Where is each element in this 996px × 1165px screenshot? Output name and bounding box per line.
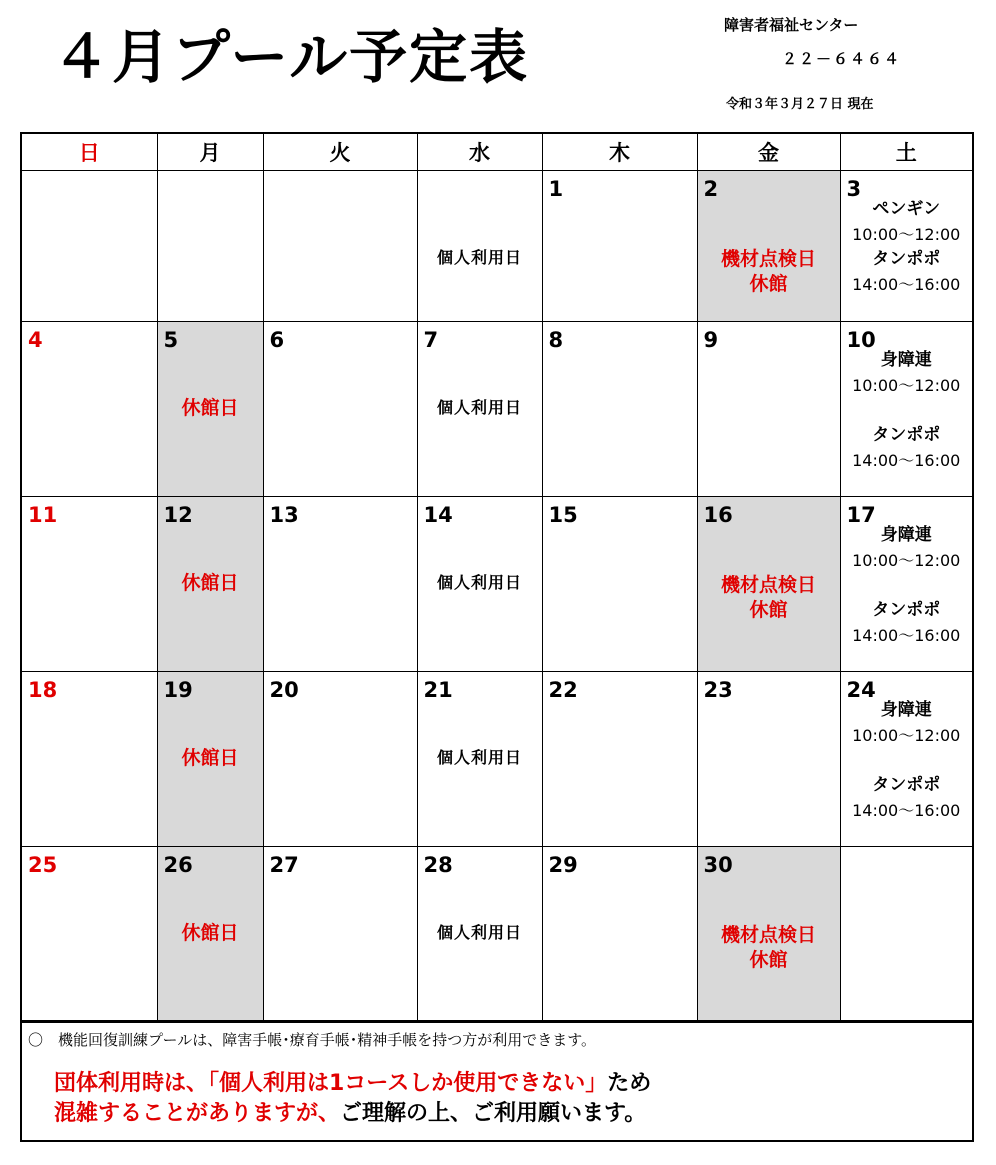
calendar-day-cell (840, 497, 972, 672)
day-number: 13 (269, 503, 299, 527)
page-title: ４月プール予定表 (52, 23, 530, 91)
calendar-body (22, 171, 972, 1022)
phone-number: ２２－６４６４ (782, 50, 902, 68)
weekday-header-row (22, 134, 972, 171)
closure-note (158, 746, 263, 771)
day-number: 12 (163, 503, 193, 527)
warning-black-text-2: ご理解の上、ご利用願います。 (340, 1101, 647, 1126)
day-number: 30 (703, 853, 733, 877)
group-schedule (841, 197, 973, 297)
closure-note (698, 923, 840, 973)
calendar-day-cell (157, 672, 263, 847)
calendar-day-cell (697, 322, 840, 497)
note-line: 機材点検日 (720, 248, 816, 270)
calendar-day-cell (542, 171, 697, 322)
day-number: 10 (846, 328, 876, 352)
note-line: 休館 (749, 599, 788, 621)
calendar-day-cell (263, 672, 417, 847)
group-schedule (841, 348, 973, 473)
calendar-day-cell (697, 847, 840, 1022)
calendar-day-cell (263, 847, 417, 1022)
day-number: 18 (28, 678, 58, 702)
group-time: 10:00～12:00 (852, 551, 961, 570)
individual-use-note (418, 920, 542, 945)
calendar-day-cell (542, 847, 697, 1022)
day-number: 14 (423, 503, 453, 527)
note-line: 個人利用日 (436, 748, 522, 767)
calendar-day-cell (697, 497, 840, 672)
calendar-week-row (22, 322, 972, 497)
day-number: 8 (548, 328, 564, 352)
day-number: 1 (548, 177, 564, 201)
as-of-date: 令和３年３月２７日 現在 (726, 97, 874, 112)
weekday-fri: 金 (697, 134, 840, 171)
closure-note (158, 921, 263, 946)
calendar-day-cell (542, 672, 697, 847)
day-number: 2 (703, 177, 719, 201)
group-time: 10:00～12:00 (852, 225, 961, 244)
note-line: 休館 (749, 949, 788, 971)
calendar-day-cell (22, 847, 157, 1022)
weekday-sun: 日 (22, 134, 157, 171)
day-number: 23 (703, 678, 733, 702)
group-time: 14:00～16:00 (852, 801, 961, 820)
group-schedule (841, 698, 973, 823)
eligibility-note: 〇 機能回復訓練プールは、障害手帳･療育手帳･精神手帳を持つ方が利用できます。 (28, 1031, 597, 1049)
weekday-thu: 木 (542, 134, 697, 171)
individual-use-note (418, 245, 542, 270)
day-number: 7 (423, 328, 439, 352)
calendar-grid (22, 134, 972, 1022)
individual-use-note (418, 745, 542, 770)
organization-name: 障害者福祉センター (724, 16, 859, 34)
note-line: 個人利用日 (436, 573, 522, 592)
day-number: 19 (163, 678, 193, 702)
closure-note (698, 247, 840, 297)
note-line: 機材点検日 (720, 924, 816, 946)
day-number: 27 (269, 853, 299, 877)
calendar-day-cell (157, 171, 263, 322)
calendar-week-row (22, 171, 972, 322)
calendar (20, 132, 974, 1142)
group-time: 10:00～12:00 (852, 726, 961, 745)
note-line: 休館日 (181, 922, 239, 944)
warning-red-text-2: 混雑することがありますが、 (54, 1101, 341, 1126)
day-number: 22 (548, 678, 578, 702)
group-time: 14:00～16:00 (852, 626, 961, 645)
calendar-day-cell (263, 497, 417, 672)
day-number: 24 (846, 678, 876, 702)
group-name: ペンギン (872, 199, 941, 219)
calendar-week-row (22, 672, 972, 847)
group-name: タンポポ (872, 600, 941, 620)
calendar-week-row (22, 847, 972, 1022)
day-number: 11 (28, 503, 58, 527)
day-number: 26 (163, 853, 193, 877)
calendar-day-cell (157, 497, 263, 672)
group-name: タンポポ (872, 425, 941, 445)
weekday-sat: 土 (840, 134, 972, 171)
weekday-tue: 火 (263, 134, 417, 171)
group-schedule (841, 523, 973, 648)
day-number: 3 (846, 177, 862, 201)
calendar-day-cell (840, 171, 972, 322)
day-number: 28 (423, 853, 453, 877)
day-number: 17 (846, 503, 876, 527)
calendar-day-cell (417, 171, 542, 322)
note-line: 個人利用日 (436, 248, 522, 267)
warning-black-text-1: ため (607, 1071, 652, 1096)
note-line: 休館日 (181, 747, 239, 769)
calendar-day-cell (417, 672, 542, 847)
weekday-wed: 水 (417, 134, 542, 171)
calendar-day-cell (697, 672, 840, 847)
calendar-day-cell (417, 847, 542, 1022)
note-line: 休館日 (181, 397, 239, 419)
day-number: 29 (548, 853, 578, 877)
note-line: 休館 (749, 273, 788, 295)
note-line: 機材点検日 (720, 574, 816, 596)
group-time: 14:00～16:00 (852, 451, 961, 470)
day-number: 4 (28, 328, 43, 352)
group-name: 身障連 (880, 700, 932, 720)
individual-use-note (418, 570, 542, 595)
calendar-day-cell (22, 322, 157, 497)
weekday-mon: 月 (157, 134, 263, 171)
calendar-day-cell (697, 171, 840, 322)
note-line: 休館日 (181, 572, 239, 594)
group-name: タンポポ (872, 775, 941, 795)
calendar-day-cell (542, 322, 697, 497)
closure-note (698, 573, 840, 623)
calendar-day-cell (22, 497, 157, 672)
day-number: 16 (703, 503, 733, 527)
note-line: 個人利用日 (436, 923, 522, 942)
calendar-day-cell (542, 497, 697, 672)
closure-note (158, 396, 263, 421)
day-number: 15 (548, 503, 578, 527)
group-time: 10:00～12:00 (852, 376, 961, 395)
calendar-day-cell (157, 847, 263, 1022)
day-number: 21 (423, 678, 453, 702)
calendar-day-cell (263, 171, 417, 322)
individual-use-note (418, 395, 542, 420)
day-number: 25 (28, 853, 58, 877)
calendar-day-cell (417, 497, 542, 672)
day-number: 20 (269, 678, 299, 702)
calendar-day-cell (840, 847, 972, 1022)
calendar-day-cell (22, 672, 157, 847)
day-number: 5 (163, 328, 179, 352)
notes-section (22, 1020, 972, 1140)
closure-note (158, 571, 263, 596)
group-name: タンポポ (872, 249, 941, 269)
calendar-day-cell (840, 322, 972, 497)
crowding-warning (54, 1069, 651, 1129)
day-number: 6 (269, 328, 285, 352)
warning-red-text-1: 団体利用時は、「個人利用は1コースしか使用できない」 (54, 1071, 608, 1096)
calendar-day-cell (417, 322, 542, 497)
calendar-day-cell (22, 171, 157, 322)
group-time: 14:00～16:00 (852, 275, 961, 294)
calendar-week-row (22, 497, 972, 672)
group-name: 身障連 (880, 350, 932, 370)
calendar-day-cell (263, 322, 417, 497)
calendar-day-cell (840, 672, 972, 847)
day-number: 9 (703, 328, 719, 352)
calendar-day-cell (157, 322, 263, 497)
group-name: 身障連 (880, 525, 932, 545)
note-line: 個人利用日 (436, 398, 522, 417)
